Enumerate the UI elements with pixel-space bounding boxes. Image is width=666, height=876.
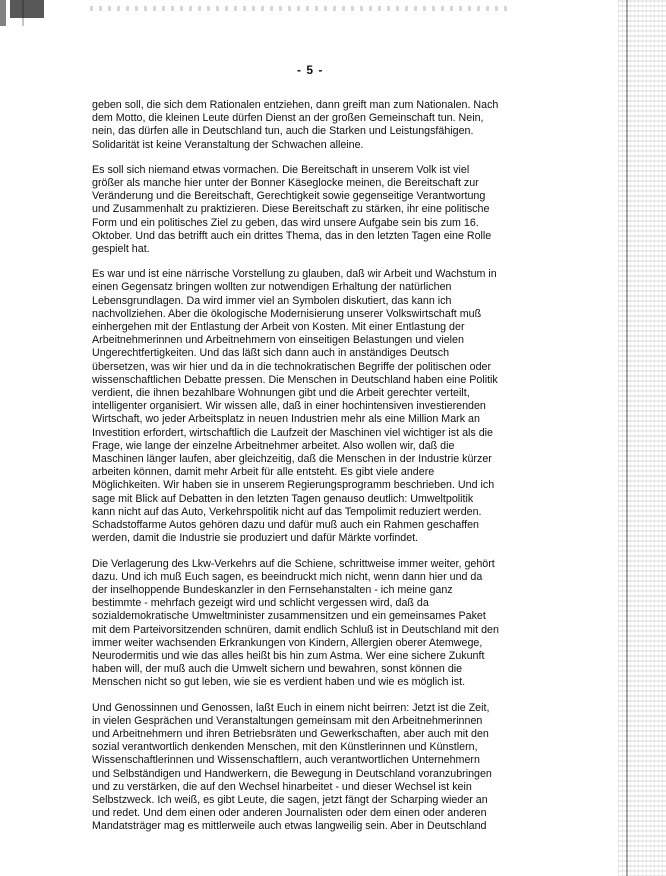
text-line: und Arbeitnehmern und ihren Betriebsräten und Gewerkschaften, aber auch mit den <box>92 727 489 740</box>
text-line: Selbstzweck. Ich weiß, es gibt Leute, die sagen, jetzt fängt der Scharping wieder an <box>92 793 488 806</box>
text-line: und Zusammenhalt zu praktizieren. Diese Bereitschaft zu stärken, ihr eine politische <box>92 203 490 216</box>
text-line: Es war und ist eine närrische Vorstellung zu glauben, daß wir Arbeit und Wachstum in <box>92 268 497 281</box>
text-line: immer weiter wachsenden Erkrankungen von Kindern, Allergien oberer Atemwege, <box>92 636 483 649</box>
text-line: Lebensgrundlagen. Da wird immer viel an Symbolen diskutiert, das kann ich <box>92 294 452 307</box>
text-line: einhergehen mit der Entlastung der Arbeit von Kosten. Mit einer Entlastung der <box>92 321 465 334</box>
text-line: Und Genossinnen und Genossen, laßt Euch in einem nicht beirren: Jetzt ist die Zeit, <box>92 701 490 714</box>
paragraph <box>92 99 531 152</box>
text-line: Solidarität ist keine Veranstaltung der Schwachen alleine. <box>92 138 364 151</box>
document-body <box>92 99 531 846</box>
text-line: bestimmte - mehrfach gezeigt wird und schlicht vergessen wird, daß da <box>92 597 429 610</box>
text-line: und zu verstärken, die auf den Wechsel hinarbeitet - und dieser Wechsel ist kein <box>92 780 472 793</box>
text-line: Es soll sich niemand etwas vormachen. Die Bereitschaft in unserem Volk ist viel <box>92 163 470 176</box>
text-line: werden, damit die Industrie sie produziert und dafür Märkte vorfindet. <box>92 532 419 545</box>
text-line: nachvollziehen. Aber die ökologische Modernisierung unserer Volkswirtschaft muß <box>92 307 482 320</box>
text-line: Möglichkeiten. Wir haben sie in unserem Regierungsprogramm beschrieben. Und ich <box>92 479 495 492</box>
text-line: sozial verantwortlich denkenden Menschen, mit den Künstlerinnen und Künstlern, <box>92 741 478 754</box>
text-line: sozialdemokratische Umweltminister zusammensitzen und ein gemeinsames Paket <box>92 610 486 623</box>
text-line: größer als manche hier unter der Bonner Käseglocke meinen, die Bereitschaft zur <box>92 177 479 190</box>
paragraph <box>92 558 531 690</box>
scan-top-noise <box>0 0 666 26</box>
text-line: Form und ein politisches Ziel zu geben, das wird unsere Aufgabe sein bis zum 16. <box>92 216 479 229</box>
text-line: Oktober. Und das betrifft auch ein drittes Thema, das in den letzten Tagen eine Rolle <box>92 229 492 242</box>
text-line: Neurodermitis und wie das alles heißt bis hin zum Astma. Wer eine sichere Zukunft <box>92 649 485 662</box>
scan-right-edge <box>618 0 666 876</box>
paragraph <box>92 268 531 545</box>
text-line: und Selbständigen und Handwerkern, die Bewegung in Deutschland voranzubringen <box>92 767 492 780</box>
text-line: Wirtschaft, wo jeder Arbeitsplatz in neuen Industrien mehr als eine Million Mark an <box>92 413 480 426</box>
text-line: dem Motto, die kleinen Leute dürfen Dienst an der großen Gemeinschaft tun. Nein, <box>92 112 484 125</box>
page-number: - 5 - <box>297 63 324 77</box>
text-line: Veränderung und die Bereitschaft, Gerechtigkeit sowie gegenseitige Verantwortung <box>92 190 486 203</box>
text-line: in vielen Gesprächen und Veranstaltungen gemeinsam mit den Arbeitnehmerinnen <box>92 714 483 727</box>
text-line: nein, das dürfen alle in Deutschland tun, auch die Starken und Leistungsfähigen. <box>92 125 474 138</box>
text-line: Menschen nicht so gut leben, wie sie es verdient haben und wie es möglich ist. <box>92 676 466 689</box>
text-line: geben soll, die sich dem Rationalen entziehen, dann greift man zum Nationalen. Nach <box>92 99 499 111</box>
text-line: verdient, die ihnen bezahlbare Wohnungen gibt und die Arbeit gerechter verteilt, <box>92 387 470 400</box>
text-line: sage mit Blick auf Debatten in den letzten Tagen genauso deutlich: Umweltpolitik <box>92 492 474 505</box>
paragraph <box>92 164 531 256</box>
text-line: haben will, der muß auch die Umwelt sichern und bewahren, sonst können die <box>92 663 463 676</box>
text-line: Frage, wie lange der einzelne Arbeitnehmer arbeitet. Also wollen wir, daß die <box>92 439 455 452</box>
paragraph <box>92 702 531 834</box>
text-line: Ungerechtfertigkeiten. Und das läßt sich dann auch in anständiges Deutsch <box>92 347 450 360</box>
text-line: intelligenter organisiert. Wir wissen alle, daß in einer hochintensiven investierenden <box>92 400 486 413</box>
text-line: dazu. Und ich muß Euch sagen, es beeindruckt mich nicht, wenn dann hier und da <box>92 570 483 583</box>
text-line: arbeiten können, damit mehr Arbeit für alle entsteht. Es gibt viele andere <box>92 466 435 479</box>
text-line: übersetzen, was wir hier und da in die technokratischen Begriffe der politischen oder <box>92 360 492 373</box>
text-line: Investition erfordert, wirtschaftlich die Laufzeit der Maschinen viel wichtiger ist als die <box>92 426 493 439</box>
text-line: Die Verlagerung des Lkw-Verkehrs auf die Schiene, schrittweise immer weiter, gehört <box>92 557 495 570</box>
text-line: gespielt hat. <box>92 243 150 256</box>
text-line: Wissenschaftlerinnen und Wissenschaftlern, auch verantwortlichen Unternehmern <box>92 754 480 767</box>
text-line: Maschinen länger laufen, aber gleichzeitig, daß die Menschen in der Industrie kürzer <box>92 453 492 466</box>
text-line: Arbeitnehmerinnen und Arbeitnehmern von einseitigen Belastungen und vielen <box>92 334 464 347</box>
text-line: mit dem Parteivorsitzenden schnüren, damit endlich Schluß ist in Deutschland mit den <box>92 623 499 636</box>
text-line: einen Gegensatz bringen wollten zur notwendigen Erhaltung der natürlichen <box>92 281 452 294</box>
text-line: wissenschaftlichen Debatte pressen. Die Menschen in Deutschland haben eine Politik <box>92 373 498 386</box>
text-line: Schadstoffarme Autos gehören dazu und dafür muß auch ein Rahmen geschaffen <box>92 519 479 532</box>
scan-left-mark <box>10 0 44 18</box>
text-line: kann nicht auf das Auto, Verkehrspolitik nicht auf das Tempolimit reduziert werden. <box>92 505 482 518</box>
text-line: der inselhoppende Bundeskanzler in den Fernsehanstalten - ich meine ganz <box>92 583 453 596</box>
text-line: und redet. Und dem einen oder anderen Journalisten oder dem einen oder anderen <box>92 807 487 820</box>
text-line: Mandatsträger mag es mittlerweile auch etwas langweilig sein. Aber in Deutschland <box>92 820 487 833</box>
